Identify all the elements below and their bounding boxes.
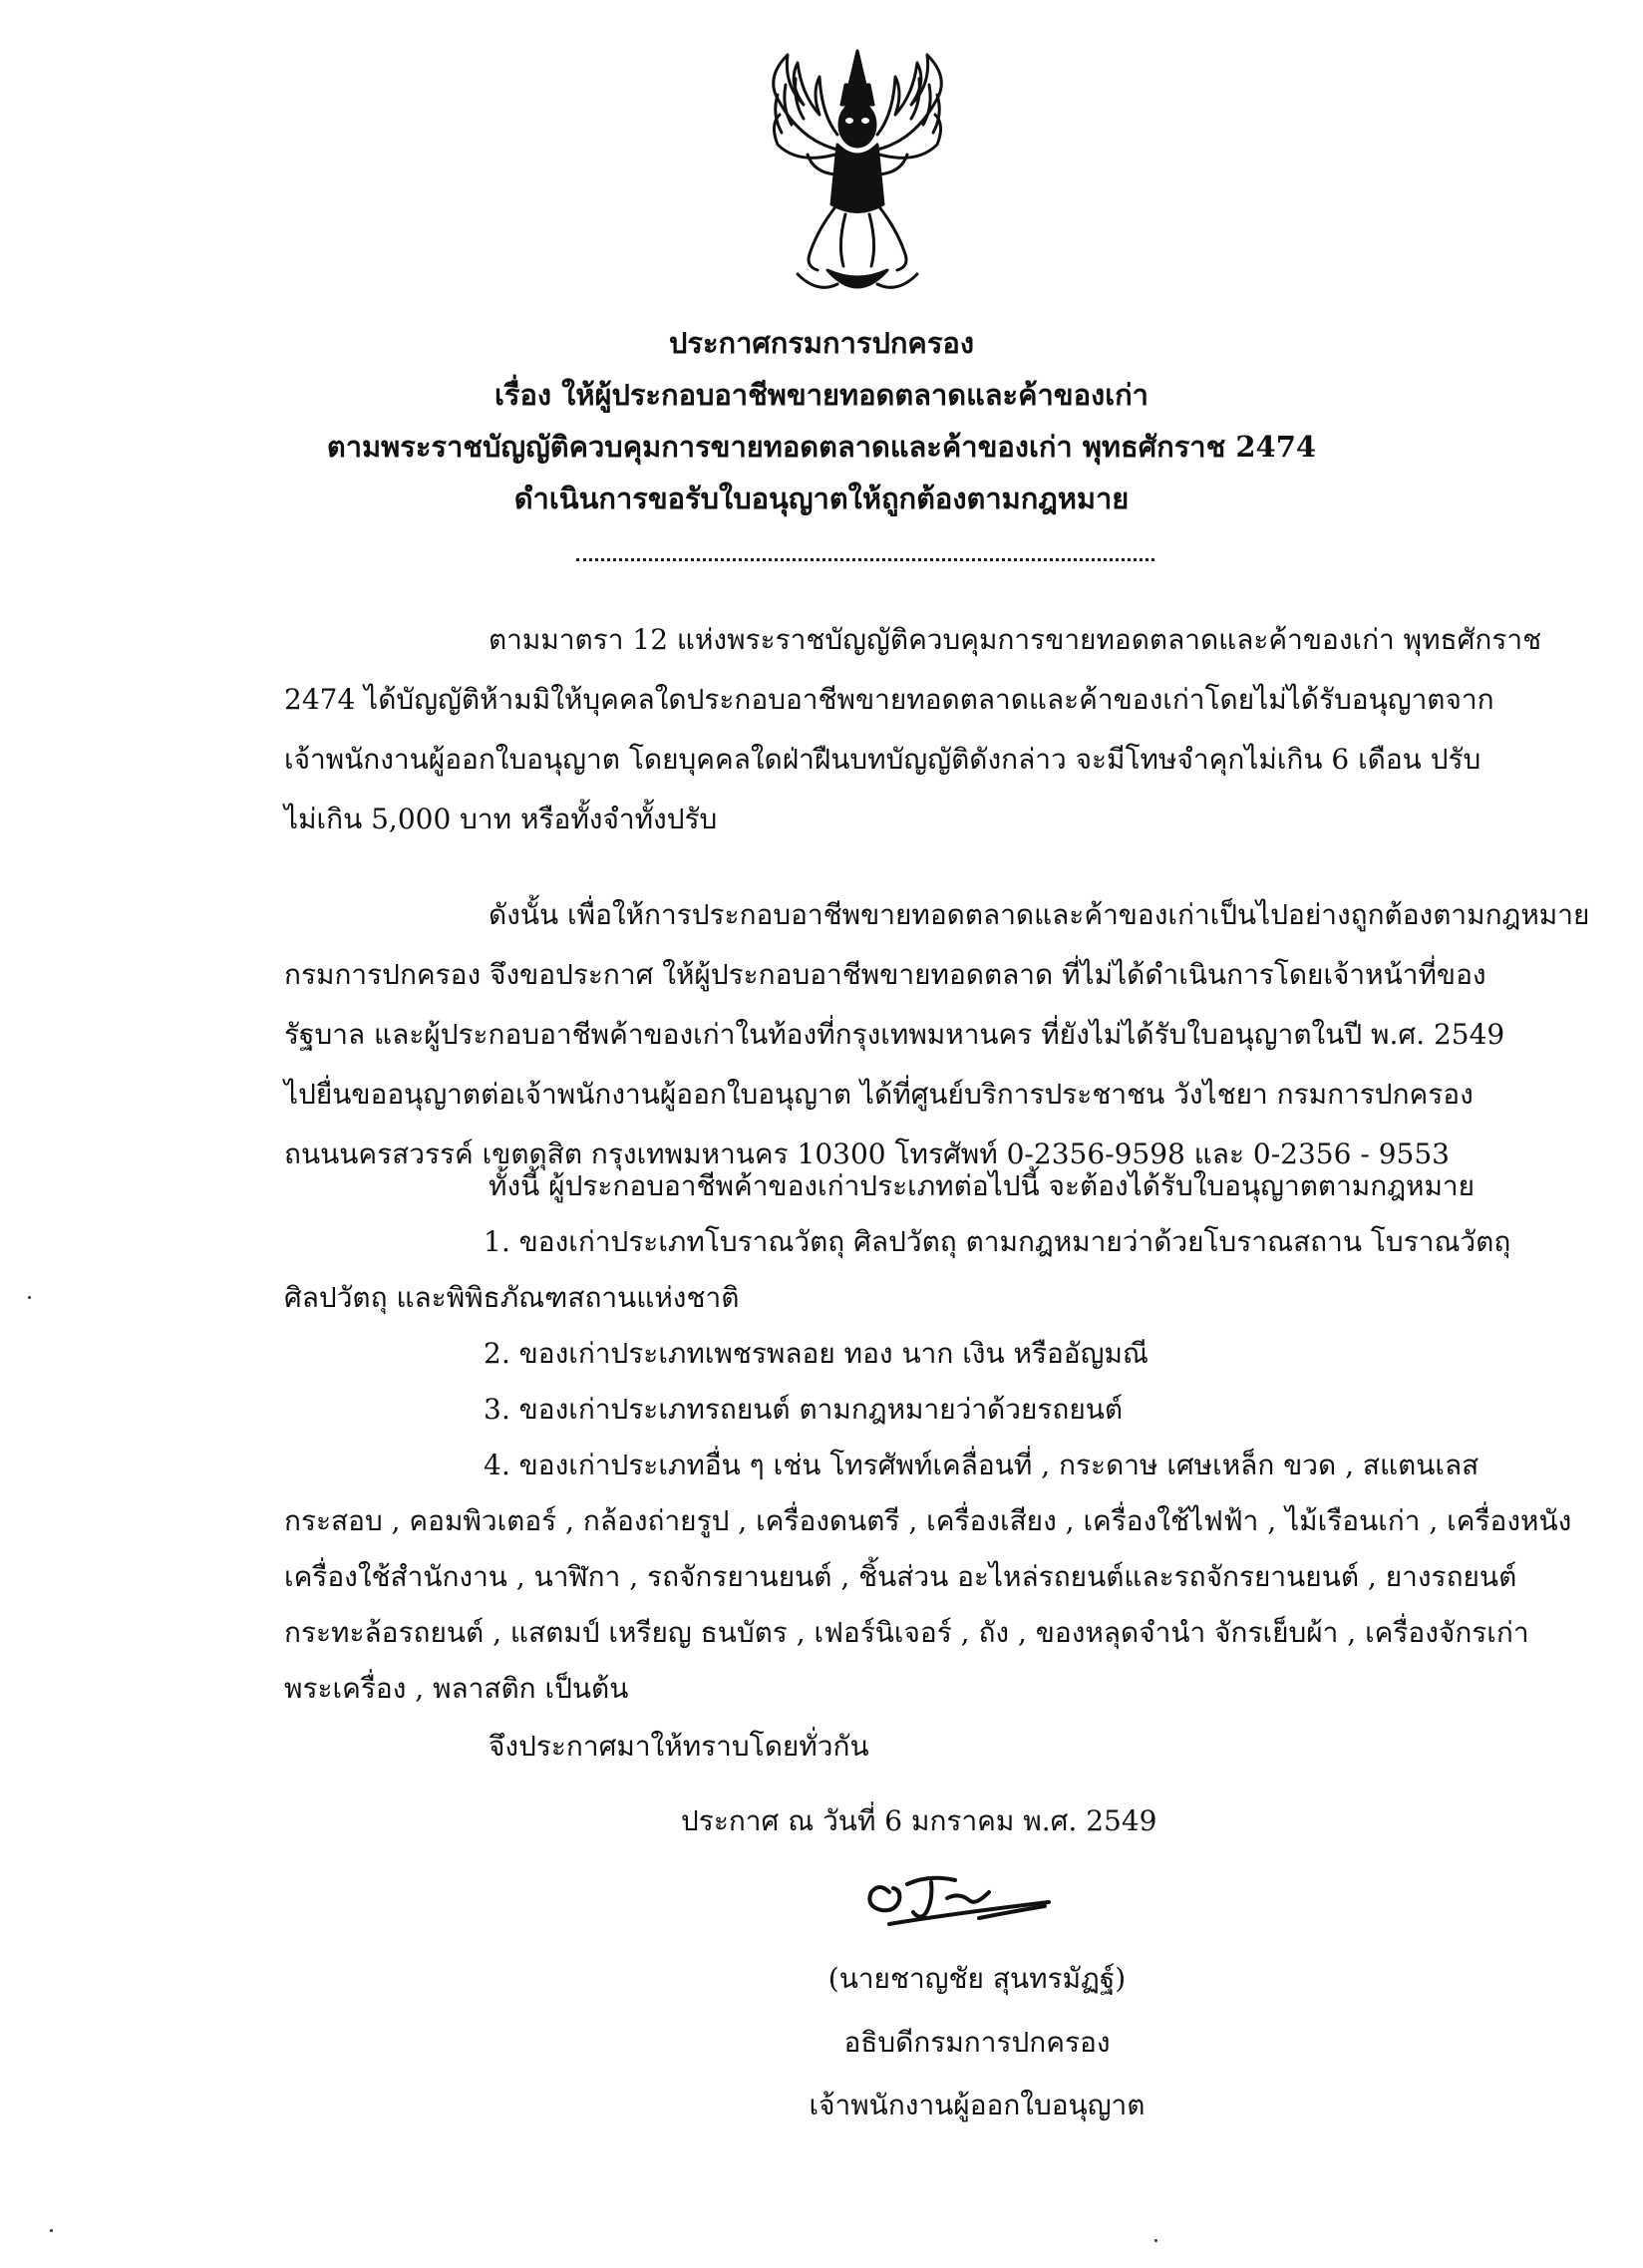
announcement-header [0, 317, 1643, 524]
para1-line: ตามมาตรา 12 แห่งพระราชบัญญัติควบคุมการขายทอดตลาดและค้าของเก่า พุทธศักราช [489, 623, 1542, 656]
scan-speck [1154, 2239, 1157, 2242]
garuda-emblem-icon [758, 45, 957, 309]
list-item-4-cont: พระเครื่อง , พลาสติก เป็นต้น [284, 1672, 629, 1705]
paragraph-law-section [284, 610, 1542, 849]
signer-position: อธิบดีกรมการปกครอง [843, 2026, 1111, 2059]
signature-icon [859, 1862, 1059, 1942]
closing-line: จึงประกาศมาให้ทราบโดยทั่วกัน [489, 1730, 869, 1763]
para1-line: ไม่เกิน 5,000 บาท หรือทั้งจำทั้งปรับ [284, 803, 718, 835]
dotted-divider [576, 558, 1154, 561]
paragraph-announcement [284, 885, 1590, 1184]
para1-line: 2474 ได้บัญญัติห้ามมิให้บุคคลใดประกอบอาชีพขายทอดตลาดและค้าของเก่าโดยไม่ได้รับอนุญาตจาก [284, 683, 1494, 716]
header-title: ประกาศกรมการปกครอง [668, 326, 974, 360]
paragraph-categories [284, 1158, 1572, 1717]
header-act: ตามพระราชบัญญัติควบคุมการขายทอดตลาดและค้าของเก่า พุทธศักราช 2474 [326, 430, 1317, 464]
scan-speck [28, 1296, 31, 1299]
list-item-4-cont: กระสอบ , คอมพิวเตอร์ , กล้องถ่ายรูป , เครื่องดนตรี , เครื่องเสียง , เครื่องใช้ไฟฟ้า , ไม้เรือนเก่า , เครื่องหนัง [284, 1504, 1572, 1537]
list-item-1: 1. ของเก่าประเภทโบราณวัตถุ ศิลปวัตถุ ตามกฎหมายว่าด้วยโบราณสถาน โบราณวัตถุ [484, 1225, 1511, 1258]
signer-name: (นายชาญชัย สุนทรมัฏฐ์) [827, 1962, 1127, 1995]
para3-intro: ทั้งนี้ ผู้ประกอบอาชีพค้าของเก่าประเภทต่อไปนี้ จะต้องได้รับใบอนุญาตตามกฎหมาย [489, 1169, 1476, 1202]
para2-line: ดังนั้น เพื่อให้การประกอบอาชีพขายทอดตลาดและค้าของเก่าเป็นไปอย่างถูกต้องตามกฎหมาย [489, 898, 1590, 931]
header-action: ดำเนินการขอรับใบอนุญาตให้ถูกต้องตามกฎหมาย [513, 482, 1130, 515]
announcement-date: ประกาศ ณ วันที่ 6 มกราคม พ.ศ. 2549 [681, 1804, 1157, 1837]
list-item-4: 4. ของเก่าประเภทอื่น ๆ เช่น โทรศัพท์เคลื่อนที่ , กระดาษ เศษเหล็ก ขวด , สแตนเลส [484, 1449, 1479, 1481]
para2-line: ไปยื่นขออนุญาตต่อเจ้าพนักงานผู้ออกใบอนุญาต ได้ที่ศูนย์บริการประชาชน วังไชยา กรมการปกครอง [284, 1078, 1474, 1111]
header-subject: เรื่อง ให้ผู้ประกอบอาชีพขายทอดตลาดและค้าของเก่า [494, 378, 1149, 412]
list-item-2: 2. ของเก่าประเภทเพชรพลอย ทอง นาก เงิน หรืออัญมณี [484, 1337, 1149, 1370]
list-item-4-cont: กระทะล้อรถยนต์ , แสตมป์ เหรียญ ธนบัตร , เฟอร์นิเจอร์ , ถัง , ของหลุดจำนำ จักรเย็บผ้า , เครื่องจักรเก่า [284, 1616, 1529, 1649]
list-item-4-cont: เครื่องใช้สำนักงาน , นาฬิกา , รถจักรยานยนต์ , ชิ้นส่วน อะไหล่รถยนต์และรถจักรยานยนต์ , ยางรถยนต์ [284, 1560, 1517, 1593]
para1-line: เจ้าพนักงานผู้ออกใบอนุญาต โดยบุคคลใดฝ่าฝืนบทบัญญัติดังกล่าว จะมีโทษจำคุกไม่เกิน 6 เดือน ปรับ [284, 743, 1481, 776]
para2-line: กรมการปกครอง จึงขอประกาศ ให้ผู้ประกอบอาชีพขายทอดตลาด ที่ไม่ได้ดำเนินการโดยเจ้าหน้าที่ของ [284, 958, 1486, 991]
list-item-3: 3. ของเก่าประเภทรถยนต์ ตามกฎหมายว่าด้วยรถยนต์ [484, 1393, 1124, 1426]
scan-speck [50, 2229, 53, 2232]
list-item-1-cont: ศิลปวัตถุ และพิพิธภัณฑสถานแห่งชาติ [284, 1281, 740, 1314]
signer-role: เจ้าพนักงานผู้ออกใบอนุญาต [809, 2089, 1146, 2121]
para2-line: ถนนนครสวรรค์ เขตดุสิต กรุงเทพมหานคร 10300 โทรศัพท์ 0-2356-9598 และ 0-2356 - 9553 [284, 1137, 1450, 1170]
para2-line: รัฐบาล และผู้ประกอบอาชีพค้าของเก่าในท้องที่กรุงเทพมหานคร ที่ยังไม่ได้รับใบอนุญาตในปี พ.ศ. 2549 [284, 1018, 1505, 1051]
